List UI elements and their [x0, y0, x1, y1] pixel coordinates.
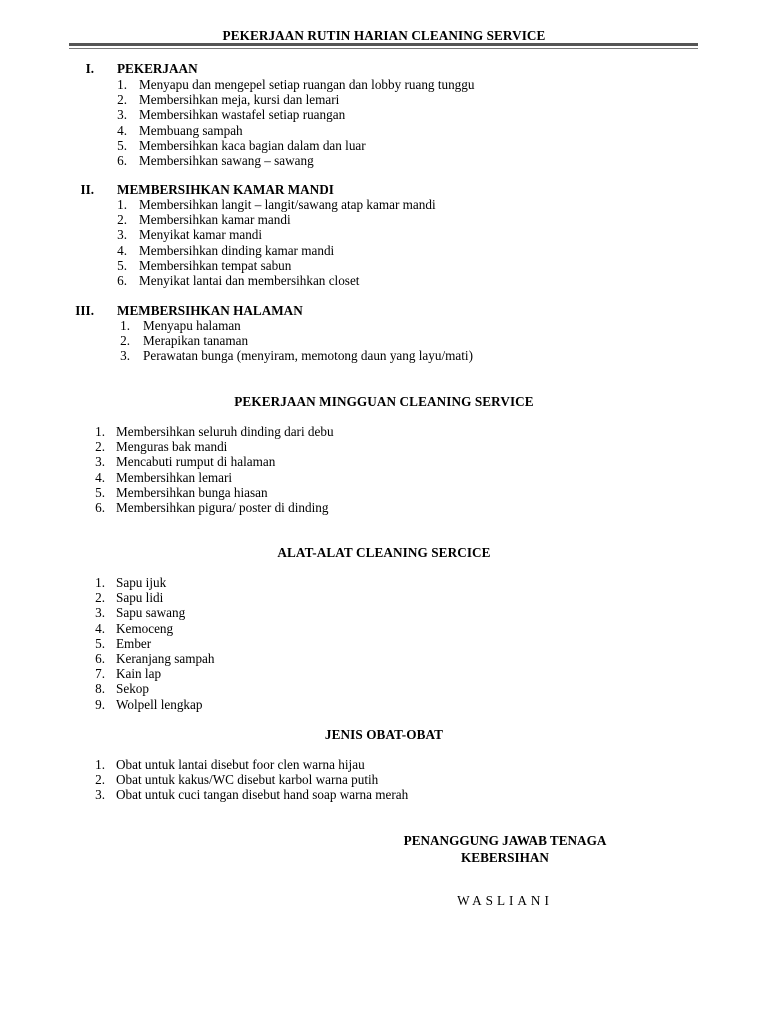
- section-3-list: [117, 318, 473, 364]
- signature-title-line-1: PENANGGUNG JAWAB TENAGA: [403, 833, 607, 848]
- weekly-list: [94, 424, 334, 515]
- section-3-heading: MEMBERSIHKAN HALAMAN: [117, 303, 303, 318]
- title-rule-thin: [69, 48, 698, 49]
- chemicals-list: [94, 757, 408, 803]
- list-item: 1. Sapu ijuk: [95, 575, 167, 590]
- section-1-number: I.: [85, 61, 94, 76]
- list-item: 5. Membersihkan bunga hiasan: [95, 484, 268, 500]
- list-item: 2. Obat untuk kakus/WC disebut karbol warna putih: [95, 772, 379, 788]
- document-title: PEKERJAAN RUTIN HARIAN CLEANING SERVICE: [222, 28, 546, 43]
- list-item: 3. Membersihkan wastafel setiap ruangan: [117, 107, 346, 123]
- list-item: 3. Sapu sawang: [95, 605, 186, 621]
- list-item: 3. Menyikat kamar mandi: [117, 227, 263, 243]
- section-1-heading: PEKERJAAN: [117, 61, 198, 76]
- signature-title: [360, 832, 650, 866]
- list-item: 5. Membersihkan tempat sabun: [117, 257, 292, 273]
- list-item: 5. Membersihkan kaca bagian dalam dan luar: [117, 137, 366, 153]
- list-item: 1. Obat untuk lantai disebut foor clen warna hijau: [95, 757, 365, 772]
- tools-heading: ALAT-ALAT CLEANING SERCICE: [277, 545, 491, 560]
- list-item: 6. Membersihkan pigura/ poster di dinding: [95, 499, 329, 515]
- list-item: 2. Merapikan tanaman: [120, 333, 249, 349]
- section-1-list: [117, 77, 474, 168]
- list-item: 9. Wolpell lengkap: [95, 696, 203, 712]
- title-rule-thick: [69, 43, 698, 46]
- list-item: 6. Menyikat lantai dan membersihkan closet: [117, 272, 360, 288]
- list-item: 4. Membersihkan dinding kamar mandi: [117, 242, 335, 258]
- section-3-number: III.: [75, 303, 94, 318]
- list-item: 4. Kemoceng: [95, 620, 174, 636]
- list-item: 3. Perawatan bunga (menyiram, memotong daun yang layu/mati): [120, 348, 473, 364]
- section-2-heading: MEMBERSIHKAN KAMAR MANDI: [117, 182, 334, 197]
- list-item: 1. Menyapu halaman: [120, 318, 241, 333]
- list-item: 4. Membuang sampah: [117, 122, 243, 138]
- section-2-number: II.: [80, 182, 94, 197]
- section-2-list: [117, 197, 436, 288]
- list-item: 1. Membersihkan seluruh dinding dari debu: [95, 424, 334, 439]
- list-item: 2. Menguras bak mandi: [95, 439, 228, 455]
- list-item: 3. Obat untuk cuci tangan disebut hand soap warna merah: [95, 787, 409, 803]
- list-item: 1. Membersihkan langit – langit/sawang atap kamar mandi: [117, 197, 436, 212]
- list-item: 6. Membersihkan sawang – sawang: [117, 152, 314, 168]
- list-item: 5. Ember: [95, 635, 152, 651]
- list-item: 1. Menyapu dan mengepel setiap ruangan dan lobby ruang tunggu: [117, 77, 475, 92]
- list-item: 2. Membersihkan kamar mandi: [117, 212, 291, 228]
- weekly-heading: PEKERJAAN MINGGUAN CLEANING SERVICE: [234, 394, 534, 409]
- list-item: 8. Sekop: [95, 681, 149, 697]
- list-item: 4. Membersihkan lemari: [95, 469, 233, 485]
- chemicals-heading: JENIS OBAT-OBAT: [324, 727, 444, 742]
- signatory-name: WASLIANI: [457, 893, 553, 908]
- tools-list: [94, 575, 215, 712]
- signature-title-line-2: KEBERSIHAN: [461, 850, 549, 865]
- list-item: 3. Mencabuti rumput di halaman: [95, 454, 276, 470]
- list-item: 2. Sapu lidi: [95, 590, 164, 606]
- list-item: 2. Membersihkan meja, kursi dan lemari: [117, 92, 340, 108]
- list-item: 7. Kain lap: [95, 666, 162, 682]
- list-item: 6. Keranjang sampah: [95, 650, 215, 666]
